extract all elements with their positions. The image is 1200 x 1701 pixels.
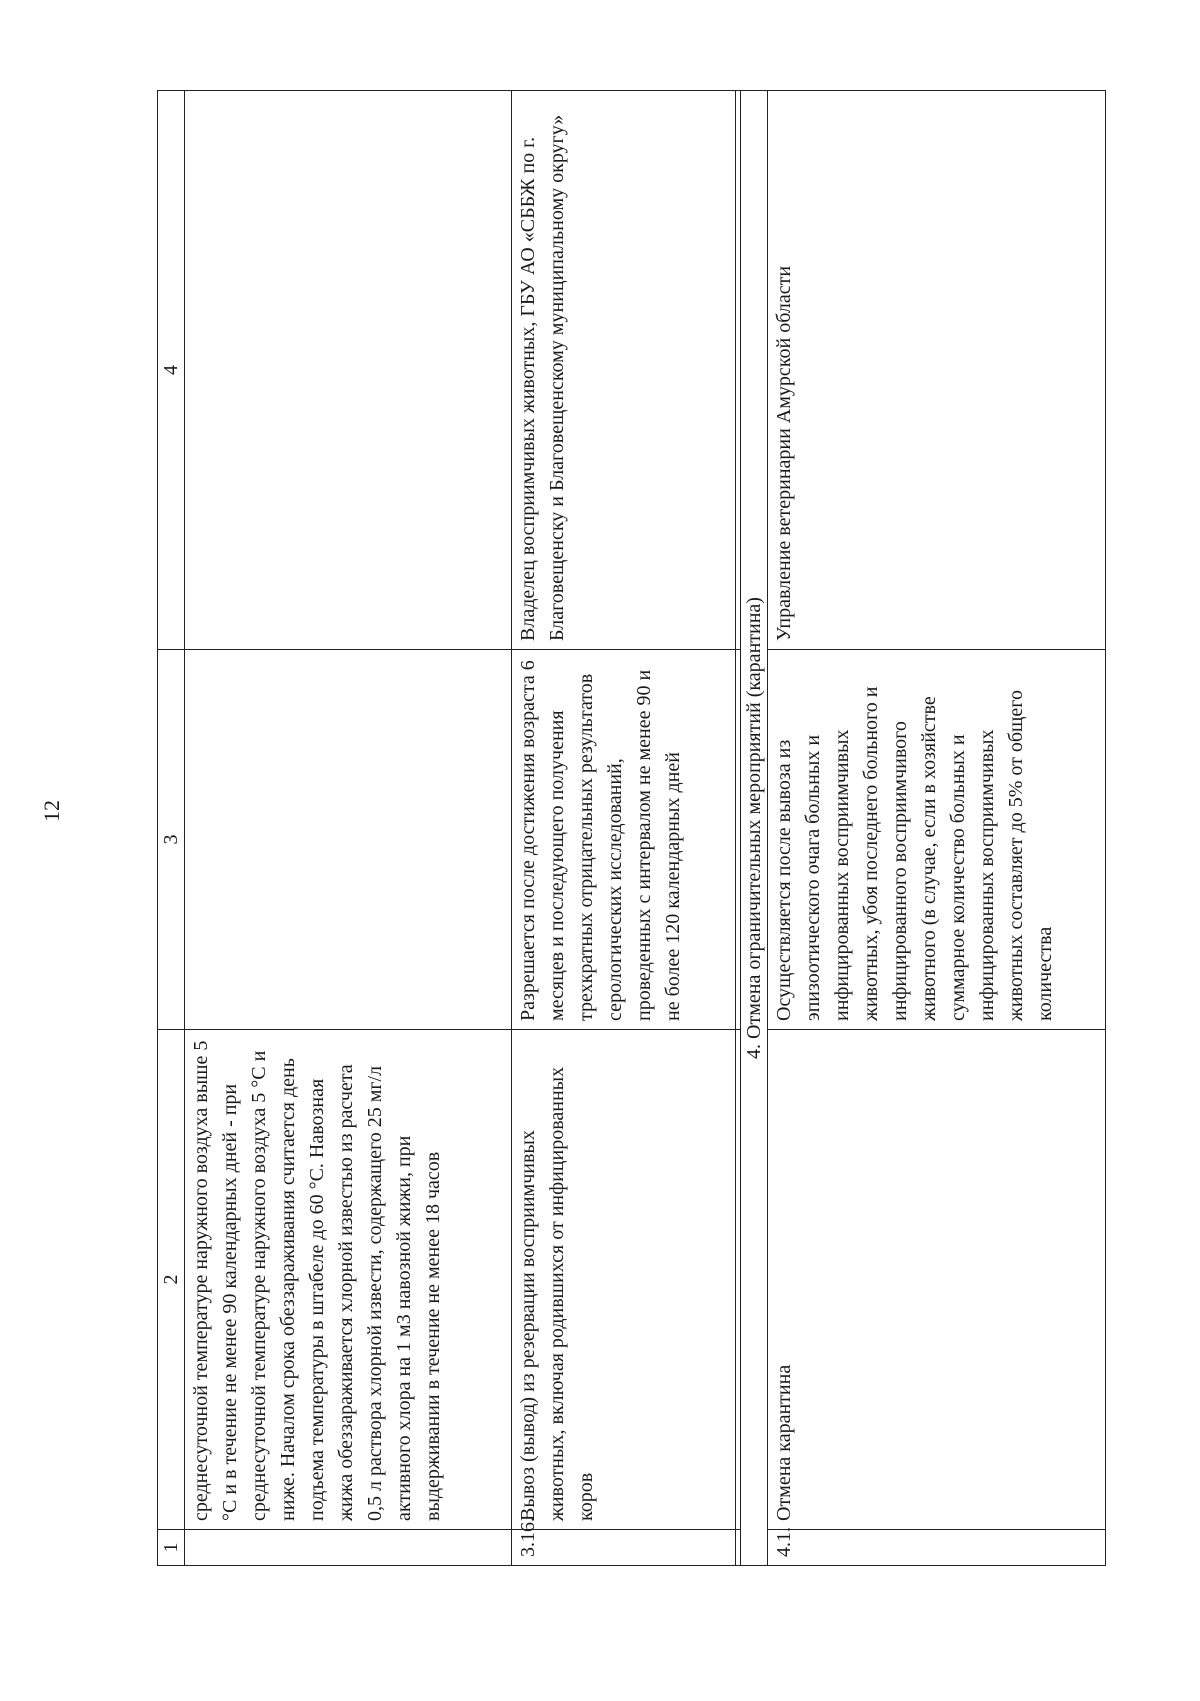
row-number xyxy=(185,1530,512,1566)
measure-cell: Отмена карантина xyxy=(768,1030,1106,1530)
timing-cell: Разрешается после достижения возраста 6 месяцев и последующего получения трехкратных отрицательных результатов серологических исследований, проведенных с интервалом не менее 90 и не более 120 календарных дней xyxy=(512,650,736,1030)
timing-cell xyxy=(185,650,512,1030)
column-header: 4 xyxy=(158,91,185,650)
responsible-cell xyxy=(185,91,512,650)
measure-cell: среднесуточной температуре наружного воздуха выше 5 °С и в течение не менее 90 календарных дней - при среднесуточной температуре наружного воздуха 5 °С и ниже. Началом срока обеззараживания считается день подъема температуры в штабеле до 60 °С. Навозная жижа обеззараживается хлорной известью из расчета 0,5 л раствора хлорной извести, содержащего 25 мг/л активного хлора на 1 м3 навозной жижи, при выдерживании в течение не менее 18 часов xyxy=(185,1030,512,1530)
page-number: 12 xyxy=(39,800,64,822)
timing-cell: Осуществляется после вывоза из эпизоотического очага больных и инфицированных восприимчивых животных, убоя последнего больного и инфицированного восприимчивого животного (в случае, если в хозяйстве суммарное количество больных и инфицированных восприимчивых животных составляет до 5% от общего количества xyxy=(768,650,1106,1030)
measures-table xyxy=(157,90,1106,1566)
table-row xyxy=(512,91,736,1566)
row-number: 3.16. xyxy=(512,1530,736,1566)
measure-cell: Вывоз (вывод) из резервации восприимчивых животных, включая родившихся от инфицированных коров xyxy=(512,1030,736,1530)
rotated-table-wrapper xyxy=(157,91,1106,1566)
column-header: 1 xyxy=(158,1530,185,1566)
section-row xyxy=(741,91,768,1566)
responsible-cell: Управление ветеринарии Амурской области xyxy=(768,91,1106,650)
table-header-row xyxy=(158,91,185,1566)
table-row xyxy=(768,91,1106,1566)
table-row xyxy=(185,91,512,1566)
column-header: 3 xyxy=(158,650,185,1030)
row-number: 4.1. xyxy=(768,1530,1106,1566)
column-header: 2 xyxy=(158,1030,185,1530)
section-title: 4. Отмена ограничительных мероприятий (карантина) xyxy=(741,91,768,1566)
responsible-cell: Владелец восприимчивых животных, ГБУ АО «СББЖ по г. Благовещенску и Благовещенскому муниципальному округу» xyxy=(512,91,736,650)
